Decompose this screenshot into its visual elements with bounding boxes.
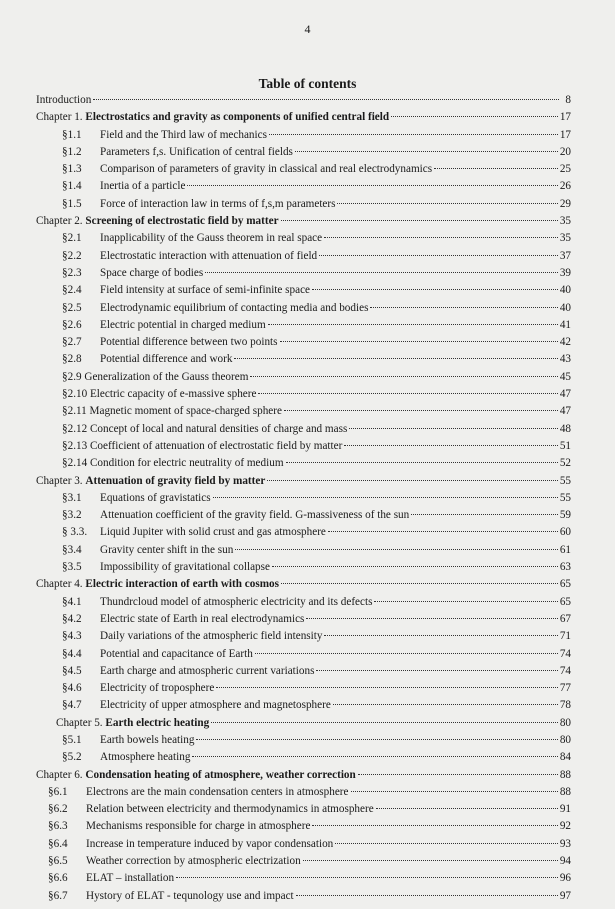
toc-entry-row: [36, 507, 571, 524]
toc-entry-row: [36, 594, 571, 611]
dot-leader: [324, 237, 558, 238]
section-title: Earth bowels heating: [100, 733, 195, 746]
toc-chapter-row: [36, 767, 571, 784]
page-number: 4: [304, 22, 311, 36]
toc-entry-row: [36, 836, 571, 853]
section-number: §2.6: [62, 318, 82, 331]
chapter-prefix: Chapter 1.: [36, 111, 86, 124]
page-ref: 42: [559, 336, 571, 349]
page-ref: 47: [559, 388, 571, 401]
section-number: §3.1: [62, 491, 82, 504]
section-number: §1.3: [62, 163, 82, 176]
section-number: §2.8: [62, 353, 82, 366]
section-title: Thundrcloud model of atmospheric electricity and its defects: [100, 595, 373, 608]
page-ref: 35: [559, 215, 571, 228]
page-ref: 26: [559, 180, 571, 193]
toc-entry-label: [48, 784, 349, 801]
chapter-prefix: Chapter 4.: [36, 578, 86, 591]
dot-leader: [303, 860, 558, 861]
section-title: Electricity of upper atmosphere and magnetosphere: [100, 699, 331, 712]
chapter-title: Screening of electrostatic field by matter: [85, 215, 279, 228]
page-ref: 61: [559, 543, 571, 556]
toc-entry-row: [36, 178, 571, 195]
dot-leader: [434, 168, 558, 169]
chapter-title: Attenuation of gravity field by matter: [85, 474, 266, 487]
toc-entry-row: [36, 144, 571, 161]
page-ref: 35: [559, 232, 571, 245]
page-ref: 63: [559, 561, 571, 574]
toc-entry-label: [62, 646, 253, 663]
dot-leader: [333, 704, 558, 705]
section-number: §2.4: [62, 284, 82, 297]
section-title: Inertia of a particle: [100, 180, 186, 193]
section-number: §3.4: [62, 543, 82, 556]
dot-leader: [295, 151, 558, 152]
section-number: §2.7: [62, 336, 82, 349]
section-title: Attenuation coefficient of the gravity field. G-massiveness of the sun: [100, 509, 410, 522]
section-number: §1.2: [62, 145, 82, 158]
toc-entry-row: [36, 161, 571, 178]
section-title: Daily variations of the atmospheric field intensity: [100, 630, 323, 643]
toc-title: Table of contents: [258, 76, 357, 91]
toc-entry-row: [36, 230, 571, 247]
dot-leader: [312, 825, 557, 826]
toc-entry-label: §2.10 Electric capacity of e-massive sphere: [62, 388, 257, 401]
dot-leader: [205, 272, 558, 273]
section-title: Electricity of troposphere: [100, 682, 215, 695]
toc-entry-row: [36, 334, 571, 351]
dot-leader: [335, 843, 558, 844]
chapter-prefix: Chapter 2.: [36, 215, 86, 228]
page-ref: 52: [559, 457, 571, 470]
toc-entry-row: [36, 438, 571, 455]
toc-entry-row: [36, 888, 571, 905]
toc-entry-row: [36, 749, 571, 766]
page-ref: 40: [559, 301, 571, 314]
toc-entry-row: [36, 127, 571, 144]
page-ref: 80: [559, 733, 571, 746]
section-title: Earth charge and atmospheric current variations: [100, 664, 315, 677]
dot-leader: [319, 255, 558, 256]
chapter-title: Condensation heating of atmosphere, weather correction: [85, 768, 356, 781]
page-ref: 77: [559, 682, 571, 695]
section-number: §2.3: [62, 266, 82, 279]
toc-entry-label: §2.11 Magnetic moment of space-charged sphere: [62, 405, 282, 418]
toc-entry-row: [36, 455, 571, 472]
toc-entry-row: [36, 265, 571, 282]
dot-leader: [328, 531, 558, 532]
dot-leader: [316, 670, 557, 671]
toc-entry-label: [62, 663, 314, 680]
toc-entry-label: [36, 767, 356, 784]
page-ref: 97: [559, 889, 571, 902]
section-number: §6.3: [48, 820, 68, 833]
toc-entry-label: [48, 853, 301, 870]
toc-entry-label: [62, 248, 317, 265]
chapter-prefix: Chapter 5.: [56, 716, 106, 729]
dot-leader: [234, 358, 557, 359]
toc-entry-label: [62, 594, 372, 611]
dot-leader: [281, 583, 558, 584]
toc-entry-row: [36, 663, 571, 680]
dot-leader: [93, 99, 559, 100]
dot-leader: [324, 635, 557, 636]
toc-entry-row: [36, 282, 571, 299]
toc-entry-row: [36, 542, 571, 559]
dot-leader: [213, 497, 558, 498]
section-number: §4.1: [62, 595, 82, 608]
page-ref: 17: [559, 128, 571, 141]
page-ref: 41: [559, 318, 571, 331]
toc-entry-label: [62, 507, 409, 524]
dot-leader: [196, 739, 557, 740]
dot-leader: [337, 203, 557, 204]
dot-leader: [176, 877, 558, 878]
dot-leader: [391, 116, 558, 117]
toc-entry-label: [62, 749, 190, 766]
section-number: §4.3: [62, 630, 82, 643]
dot-leader: [235, 549, 558, 550]
dot-leader: [358, 774, 558, 775]
toc-entry-row: [36, 784, 571, 801]
dot-leader: [269, 134, 558, 135]
toc-entry-label: [62, 351, 232, 368]
page-ref: 48: [559, 422, 571, 435]
section-number: §6.2: [48, 803, 68, 816]
section-title: Relation between electricity and thermodynamics in atmosphere: [86, 803, 374, 816]
dot-leader: [376, 808, 558, 809]
page-ref: 8: [565, 94, 571, 106]
page-ref: 91: [559, 803, 571, 816]
chapter-title: Earth electric heating: [105, 716, 210, 729]
toc-entry-row: [36, 300, 571, 317]
toc-entry-row: [36, 369, 571, 386]
page-ref: 94: [559, 855, 571, 868]
section-title: Electric state of Earth in real electrodynamics: [100, 612, 305, 625]
section-number: §1.4: [62, 180, 82, 193]
section-number: §6.1: [48, 785, 68, 798]
section-title: Liquid Jupiter with solid crust and gas atmosphere: [100, 526, 326, 539]
dot-leader: [351, 791, 558, 792]
toc-entry-label: [62, 524, 326, 541]
toc-entry-row: [36, 248, 571, 265]
toc-entry-row: [36, 196, 571, 213]
toc-entry-row: [36, 697, 571, 714]
section-number: §5.1: [62, 733, 82, 746]
toc-entry-label: [62, 230, 322, 247]
toc-entry-label: [62, 680, 214, 697]
toc-entry-row: [36, 317, 571, 334]
toc-entry-label: [48, 801, 374, 818]
section-number: §4.7: [62, 699, 82, 712]
toc-entry-label: [62, 265, 203, 282]
toc-entry-label: [62, 196, 335, 213]
section-number: §4.4: [62, 647, 82, 660]
dot-leader: [268, 324, 558, 325]
section-number: §2.5: [62, 301, 82, 314]
toc-entry-label: §2.9 Generalization of the Gauss theorem: [62, 370, 249, 383]
toc-entry-label: [62, 542, 233, 559]
toc-entry-row: [36, 853, 571, 870]
page-ref: 71: [559, 630, 571, 643]
dot-leader: [280, 341, 558, 342]
dot-leader: [306, 618, 557, 619]
toc-entry-row: [36, 646, 571, 663]
dot-leader: [284, 410, 558, 411]
dot-leader: [267, 480, 558, 481]
toc-entry-row: [36, 628, 571, 645]
toc-entry-row: [36, 559, 571, 576]
chapter-prefix: Chapter 6.: [36, 768, 86, 781]
toc-entry-label: §2.12 Concept of local and natural densities of charge and mass: [62, 422, 348, 435]
toc-entry-row: [36, 524, 571, 541]
page-ref: 65: [559, 595, 571, 608]
section-title: Equations of gravistatics: [100, 491, 211, 504]
page-ref: 65: [559, 578, 571, 591]
section-title: Increase in temperature induced by vapor condensation: [86, 837, 334, 850]
toc-entry-row: [36, 403, 571, 420]
section-title: Parameters f,s. Unification of central fields: [100, 145, 293, 158]
page-ref: 55: [559, 491, 571, 504]
section-number: §3.5: [62, 561, 82, 574]
toc-entry-label: [62, 282, 310, 299]
chapter-title: Electrostatics and gravity as components of unified central field: [85, 111, 390, 124]
section-title: Potential and capacitance of Earth: [100, 647, 253, 660]
toc-entry-label: [62, 317, 266, 334]
section-title: Electrons are the main condensation centers in atmosphere: [86, 785, 349, 798]
toc-entry-label: [62, 334, 278, 351]
page-ref: 29: [559, 197, 571, 210]
dot-leader: [370, 307, 557, 308]
page-ref: 25: [559, 163, 571, 176]
toc-entry-row: [36, 421, 571, 438]
section-title: Potential difference between two points: [100, 336, 278, 349]
page-ref: 67: [559, 612, 571, 625]
section-title: Inapplicability of the Gauss theorem in real space: [100, 232, 323, 245]
toc-entry-label: [48, 818, 310, 835]
toc-entry-label: [62, 490, 211, 507]
section-title: Field intensity at surface of semi-infinite space: [100, 284, 311, 297]
toc-entry-label: Introduction: [36, 94, 92, 106]
toc-entry-label: [62, 628, 322, 645]
toc-entry-label: [62, 611, 304, 628]
toc-entry-label: [36, 109, 389, 126]
toc-entry-row: [36, 801, 571, 818]
toc-entry-label: [36, 213, 279, 230]
section-title: Atmosphere heating: [100, 751, 191, 764]
dot-leader: [255, 653, 558, 654]
page-ref: 92: [559, 820, 571, 833]
page-ref: 74: [559, 647, 571, 660]
toc-entry-label: [62, 144, 293, 161]
toc-chapter-row: [36, 109, 571, 126]
dot-leader: [374, 601, 557, 602]
section-number: §6.6: [48, 872, 68, 885]
page-ref: 96: [559, 872, 571, 885]
section-number: §1.5: [62, 197, 82, 210]
dot-leader: [250, 376, 557, 377]
section-title: Electric potential in charged medium: [100, 318, 266, 331]
page-ref: 40: [559, 284, 571, 297]
section-title: Force of interaction law in terms of f,s,m parameters: [100, 197, 336, 210]
page-ref: 39: [559, 266, 571, 279]
section-number: §2.1: [62, 232, 82, 245]
dot-leader: [281, 220, 558, 221]
section-number: §6.4: [48, 837, 68, 850]
toc-entry-label: §2.13 Coefficient of attenuation of electrostatic field by matter: [62, 439, 343, 452]
page-ref: 60: [559, 526, 571, 539]
toc-entry-row: [36, 611, 571, 628]
toc-entry-label: §2.14 Condition for electric neutrality of medium: [62, 457, 284, 470]
toc-entry-label: [62, 559, 270, 576]
chapter-title: Electric interaction of earth with cosmos: [85, 578, 279, 591]
dot-leader: [286, 462, 558, 463]
page-ref: 93: [559, 837, 571, 850]
section-number: §1.1: [62, 128, 82, 141]
toc-entry-label: [48, 870, 174, 887]
section-number: § 3.3.: [62, 526, 88, 539]
toc-entry-row: [36, 870, 571, 887]
toc-entry-label: [62, 161, 432, 178]
section-number: §4.2: [62, 612, 82, 625]
toc-entry-row: [36, 386, 571, 403]
toc-chapter-row: [36, 213, 571, 230]
toc-entry-row: [36, 351, 571, 368]
dot-leader: [344, 445, 557, 446]
section-title: Impossibility of gravitational collapse: [100, 561, 270, 574]
dot-leader: [411, 514, 558, 515]
section-title: Gravity center shift in the sun: [100, 543, 234, 556]
toc-chapter-row: [36, 715, 571, 732]
toc-entry-label: [36, 576, 279, 593]
section-title: Mechanisms responsible for charge in atmosphere: [86, 820, 311, 833]
section-title: Potential difference and work: [100, 353, 233, 366]
page-ref: 74: [559, 664, 571, 677]
section-number: §2.2: [62, 249, 82, 262]
section-number: §4.6: [62, 682, 82, 695]
toc-entry-row: [36, 92, 571, 109]
chapter-prefix: Chapter 3.: [36, 474, 86, 487]
page-ref: 88: [559, 768, 571, 781]
page-ref: 59: [559, 509, 571, 522]
toc-entry-label: [48, 888, 294, 905]
dot-leader: [272, 566, 558, 567]
dot-leader: [187, 185, 557, 186]
section-title: Electrodynamic equilibrium of contacting media and bodies: [100, 301, 369, 314]
toc-entry-row: [36, 680, 571, 697]
section-title: ELAT – installation: [86, 872, 175, 885]
dot-leader: [211, 722, 558, 723]
dot-leader: [296, 895, 558, 896]
section-number: §6.5: [48, 855, 68, 868]
toc-entry-label: [62, 732, 194, 749]
section-title: Comparison of parameters of gravity in classical and real electrodynamics: [100, 163, 433, 176]
toc-entry-row: [36, 732, 571, 749]
page-ref: 51: [559, 439, 571, 452]
page-ref: 88: [559, 785, 571, 798]
toc-chapter-row: [36, 473, 571, 490]
page-ref: 55: [559, 474, 571, 487]
page-ref: 17: [559, 111, 571, 124]
dot-leader: [258, 393, 557, 394]
page-ref: 45: [559, 370, 571, 383]
section-title: Hystory of ELAT - tequnology use and impact: [86, 889, 294, 902]
section-title: Field and the Third law of mechanics: [100, 128, 267, 141]
page-ref: 43: [559, 353, 571, 366]
page-ref: 47: [559, 405, 571, 418]
section-number: §3.2: [62, 509, 82, 522]
toc-entry-label: [62, 300, 368, 317]
section-title: Weather correction by atmospheric electrization: [86, 855, 301, 868]
toc-entry-row: [36, 490, 571, 507]
dot-leader: [312, 289, 558, 290]
toc-entry-label: [62, 697, 331, 714]
toc-entry-label: [56, 715, 209, 732]
toc-entry-label: [62, 178, 185, 195]
toc-entry-label: [36, 473, 265, 490]
toc-entry-label: [62, 127, 267, 144]
toc-chapter-row: [36, 576, 571, 593]
section-number: §6.7: [48, 889, 68, 902]
section-title: Space charge of bodies: [100, 266, 204, 279]
dot-leader: [349, 428, 558, 429]
page-ref: 20: [559, 145, 571, 158]
toc-list: [36, 92, 571, 905]
page-ref: 78: [559, 699, 571, 712]
section-number: §4.5: [62, 664, 82, 677]
page-ref: 84: [559, 751, 571, 764]
dot-leader: [192, 756, 557, 757]
page-ref: 80: [559, 716, 571, 729]
page-ref: 37: [559, 249, 571, 262]
section-title: Electrostatic interaction with attenuation of field: [100, 249, 318, 262]
section-number: §5.2: [62, 751, 82, 764]
toc-entry-label: [48, 836, 333, 853]
dot-leader: [216, 687, 557, 688]
toc-entry-row: [36, 818, 571, 835]
